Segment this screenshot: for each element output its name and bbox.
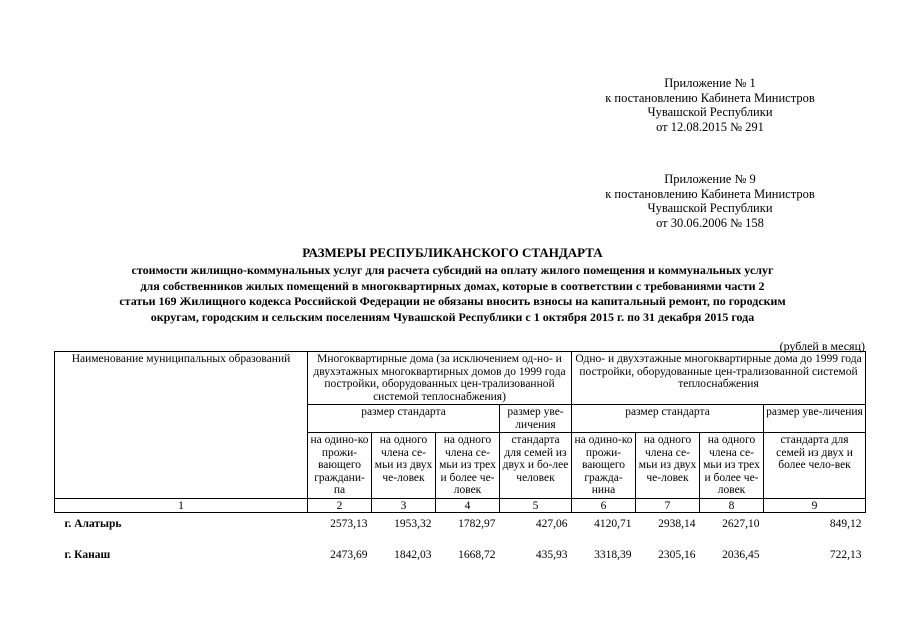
appendix-1-date: от 12.08.2015 № 291 <box>656 119 764 134</box>
group-header-low-rise: Одно- и двухэтажные многоквартирные дома до 1999 года постройки, оборудованные цен-трализованной системой теплоснабжения <box>572 352 866 405</box>
table-cell: 849,12 <box>764 513 866 535</box>
col-number: 2 <box>308 498 372 513</box>
sub-header-b-increase: стандарта для семей из двух и более чело-век <box>764 433 866 499</box>
appendix-1-republic: Чувашской Республики <box>647 105 773 119</box>
appendix-9-date: от 30.06.2006 № 158 <box>656 215 764 230</box>
sub-header-b-two: на одного члена се-мьи из двух че-ловек <box>636 433 700 499</box>
subtitle-line: статьи 169 Жилищного кодекса Российской Федерации не обязаны вносить взносы на капитальный ремонт, по городским <box>119 294 786 308</box>
table-cell: 2305,16 <box>658 548 696 561</box>
col-number: 6 <box>572 498 636 513</box>
document-subtitle <box>40 263 865 325</box>
municipality-name: г. Канаш <box>64 548 111 561</box>
appendix-9-republic: Чувашской Республики <box>647 201 773 215</box>
table-cell: 722,13 <box>829 548 862 561</box>
table-cell: 1953,32 <box>372 513 436 535</box>
standards-table <box>54 351 866 565</box>
sub-header-a-two: на одного члена се-мьи из двух че-ловек <box>372 433 436 499</box>
col-number: 7 <box>636 498 700 513</box>
units-note: (рублей в месяц) <box>779 339 865 353</box>
appendix-9-number: Приложение № 9 <box>664 172 756 186</box>
col-number: 8 <box>700 498 764 513</box>
document-title: РАЗМЕРЫ РЕСПУБЛИКАНСКОГО СТАНДАРТА <box>302 245 603 260</box>
standard-size-header-b: размер стандарта <box>572 405 764 433</box>
col-header-municipality: Наименование муниципальных образований <box>55 352 308 499</box>
table-cell: 2938,14 <box>636 513 700 535</box>
sub-header-b-single: на одино-ко прожи-вающего гражда-нина <box>572 433 636 499</box>
table-cell: 2627,10 <box>700 513 764 535</box>
increase-size-header-b: размер уве-личения <box>764 405 866 433</box>
table-row <box>55 513 866 535</box>
appendix-1-number: Приложение № 1 <box>664 76 756 90</box>
table-cell: 1782,97 <box>436 513 500 535</box>
subtitle-line: стоимости жилищно-коммунальных услуг для расчета субсидий на оплату жилого помещения и коммунальных услуг <box>131 263 774 277</box>
sub-header-a-increase: стандарта для семей из двух и бо-лее человек <box>500 433 572 499</box>
col-number: 9 <box>764 498 866 513</box>
column-number-row <box>55 498 866 513</box>
table-cell: 1668,72 <box>458 548 496 561</box>
increase-size-header-a: размер уве-личения <box>500 405 572 433</box>
municipality-name: г. Алатырь <box>55 513 308 535</box>
subtitle-line: для собственников жилых помещений в многоквартирных домах, которые в соответствии с требованиями части 2 <box>140 278 765 293</box>
standard-size-header-a: размер стандарта <box>308 405 500 433</box>
table-cell: 4120,71 <box>572 513 636 535</box>
appendix-9-resolution: к постановлению Кабинета Министров <box>605 186 815 201</box>
table-cell: 3318,39 <box>594 548 632 561</box>
table-cell: 2036,45 <box>722 548 760 561</box>
appendix-1-header <box>560 76 860 134</box>
sub-header-b-three: на одного члена се-мьи из трех и более че-ловек <box>700 433 764 499</box>
table-cell: 427,06 <box>500 513 572 535</box>
table-cell: 435,93 <box>535 548 568 561</box>
table-row <box>55 535 866 566</box>
table-cell: 2573,13 <box>308 513 372 535</box>
col-number: 5 <box>500 498 572 513</box>
table-cell: 1842,03 <box>394 548 432 561</box>
subtitle-line: округам, городским и сельским поселениям Чувашской Республики с 1 октября 2015 г. по 31 декабря 2015 года <box>150 309 755 324</box>
col-number: 4 <box>436 498 500 513</box>
table-cell: 2473,69 <box>330 548 368 561</box>
group-header-multistorey: Многоквартирные дома (за исключением од-но- и двухэтажных многоквартирных домов до 1999 года постройки, оборудованных цен-трализованной системой теплоснабжения) <box>308 352 572 405</box>
header-row-groups <box>55 352 866 405</box>
sub-header-a-single: на одино-ко прожи-вающего граждани-па <box>308 433 372 499</box>
appendix-1-resolution: к постановлению Кабинета Министров <box>605 90 815 105</box>
col-number: 3 <box>372 498 436 513</box>
appendix-9-header <box>560 172 860 230</box>
sub-header-a-three: на одного члена се-мьи из трех и более че-ловек <box>436 433 500 499</box>
col-number: 1 <box>55 498 308 513</box>
